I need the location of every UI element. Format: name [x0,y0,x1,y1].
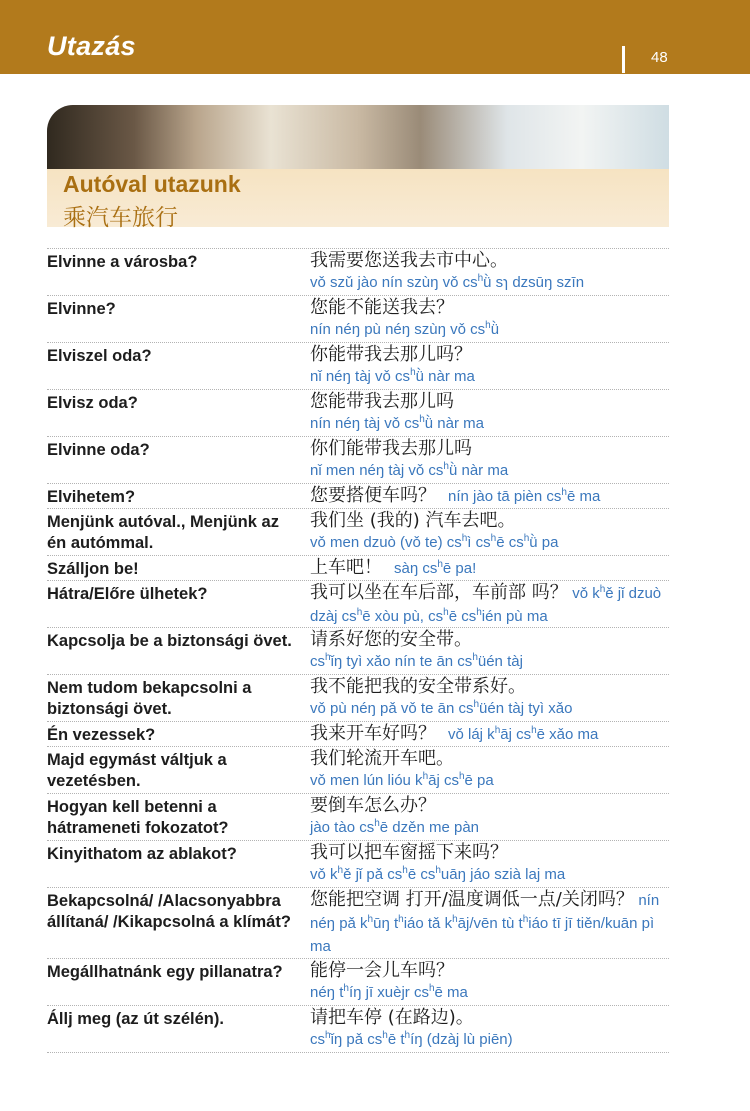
hungarian-phrase: Megállhatnánk egy pillanatra? [47,963,283,981]
chinese-text: 您能不能送我去？ [310,297,454,318]
phrase-row [47,389,669,436]
chinese-text: 请把车停 (在路边)。 [310,1007,474,1028]
phrase-table [47,248,669,1053]
phrase-row [47,721,669,746]
hungarian-phrase: Elvinne a városba? [47,253,198,271]
chinese-text: 我们坐 (我的) 汽车去吧。 [310,510,516,531]
hungarian-phrase: Én vezessek? [47,726,156,744]
chinese-text: 上车吧！ [310,557,382,578]
pinyin-text: jào tào $cs^hē$ dzěn me pàn [310,818,480,836]
hungarian-phrase: Majd egymást váltjuk a vezetésben. [47,751,227,790]
chinese-text: 要倒车怎么办？ [310,795,436,816]
pinyin-text: néŋ $t^híŋ$ jī xuèjr $cs^hē$ ma [310,983,468,1001]
hungarian-phrase: Elvinne oda? [47,441,150,459]
section-title: Autóval utazunk [63,171,241,197]
chinese-text: 请系好您的安全带。 [310,629,472,650]
pinyin-text: nín néŋ tàj vǒ $cs^hǜ$ nàr ma [310,414,484,432]
phrase-row [47,674,669,721]
hungarian-phrase: Hogyan kell betenni a hátrameneti fokozatot? [47,798,229,837]
hungarian-phrase: Elviszel oda? [47,347,152,365]
section-heading [47,169,669,230]
pinyin-text: nín néŋ pǎ $k^hūŋ$ $t^hiáo$ tǎ $k^hāj$/vēn tù $t^hiáo$ tī jī tiěn/kuān pì ma [310,892,660,955]
hungarian-phrase: Kapcsolja be a biztonsági övet. [47,632,292,650]
hungarian-phrase: Elvisz oda? [47,394,138,412]
phrase-row [47,295,669,342]
phrase-row [47,342,669,389]
pinyin-text: nín jào tā pièn $cs^hē$ ma [448,487,601,505]
phrase-row [47,958,669,1005]
page-header [0,0,750,74]
hungarian-phrase: Nem tudom bekapcsolni a biztonsági övet. [47,679,252,718]
pinyin-text: vǒ láj $k^hāj$ $cs^hē$ xǎo ma [448,725,599,743]
hungarian-phrase: Menjünk autóval., Menjünk az én autómmal. [47,513,279,552]
hungarian-phrase: Kinyithatom az ablakot? [47,845,237,863]
pinyin-text: nín néŋ pù néŋ szùŋ vǒ $cs^hǜ$ [310,320,500,338]
phrase-row [47,746,669,793]
pinyin-text: nǐ néŋ tàj vǒ $cs^hǜ$ nàr ma [310,367,475,385]
chapter-title: Utazás [47,31,136,61]
hungarian-phrase: Hátra/Előre ülhetek? [47,585,208,603]
section-subtitle: 乘汽车旅行 [63,204,178,230]
pinyin-text: vǒ men lún lióu $k^hāj$ $cs^hē$ pa [310,771,494,789]
hungarian-phrase: Elvihetem? [47,488,136,506]
chinese-text: 我们轮流开车吧。 [310,748,454,769]
phrase-row [47,508,669,555]
pinyin-text: vǒ pù néŋ pǎ vǒ te ān $cs^hüén$ tàj tyì xǎo [310,699,573,717]
phrase-row [47,436,669,483]
pinyin-text: vǒ $k^hě$ jǐ pǎ $cs^hē$ $cs^huāŋ$ jáo szià laj ma [310,865,566,883]
chinese-text: 您要搭便车吗？ [310,485,436,506]
phrase-row [47,555,669,580]
pinyin-text: vǒ $k^hě$ jǐ dzuò dzàj $cs^hē$ xòu pù, $cs^hē$ $cs^hién$ pù ma [310,584,662,625]
phrase-row [47,248,669,295]
hungarian-phrase: Szálljon be! [47,560,139,578]
phrase-row [47,793,669,840]
phrase-row [47,887,669,958]
hungarian-phrase: Állj meg (az út szélén). [47,1010,224,1028]
page-number: 48 [651,49,668,66]
pinyin-text: $cs^hǐŋ$ tyì xǎo nín te ān $cs^hüén$ tàj [310,652,523,670]
header-divider [622,46,625,73]
pinyin-text: nǐ men néŋ tàj vǒ $cs^hǜ$ nàr ma [310,461,509,479]
pinyin-text: vǒ szǔ jào nín szùŋ vǒ $cs^hǜ$ sɿ dzsūŋ szīn [310,273,585,291]
chinese-text: 你们能带我去那儿吗 [310,438,472,459]
chinese-text: 我可以坐在车后部，车前部 吗？ [310,582,568,603]
chinese-text: 我不能把我的安全带系好。 [310,676,526,697]
chinese-text: 您能把空调 打开/温度调低一点/关闭吗？ [310,889,634,910]
chinese-text: 我可以把车窗摇下来吗？ [310,842,508,863]
hungarian-phrase: Elvinne? [47,300,116,318]
phrase-row [47,483,669,508]
phrase-row [47,580,669,627]
pinyin-text: sàŋ $cs^hē$ pa! [394,559,477,577]
section-photo [47,105,669,169]
phrase-row [47,1005,669,1053]
chinese-text: 你能带我去那儿吗？ [310,344,472,365]
chinese-text: 您能带我去那儿吗 [310,391,454,412]
chinese-text: 能停一会儿车吗？ [310,960,454,981]
pinyin-text: $cs^hǐŋ$ pǎ $cs^hē$ $t^híŋ$ (dzàj lù piēn) [310,1030,513,1048]
phrase-row [47,840,669,887]
hungarian-phrase: Bekapcsolná/ /Alacsonyabbra állítaná/ /Kikapcsolná a klímát? [47,892,291,931]
chinese-text: 我需要您送我去市中心。 [310,250,508,271]
chinese-text: 我来开车好吗？ [310,723,436,744]
phrase-row [47,627,669,674]
pinyin-text: vǒ men dzuò (vǒ te) $cs^hì$ $cs^hē$ $cs^hǜ$ pa [310,533,559,551]
